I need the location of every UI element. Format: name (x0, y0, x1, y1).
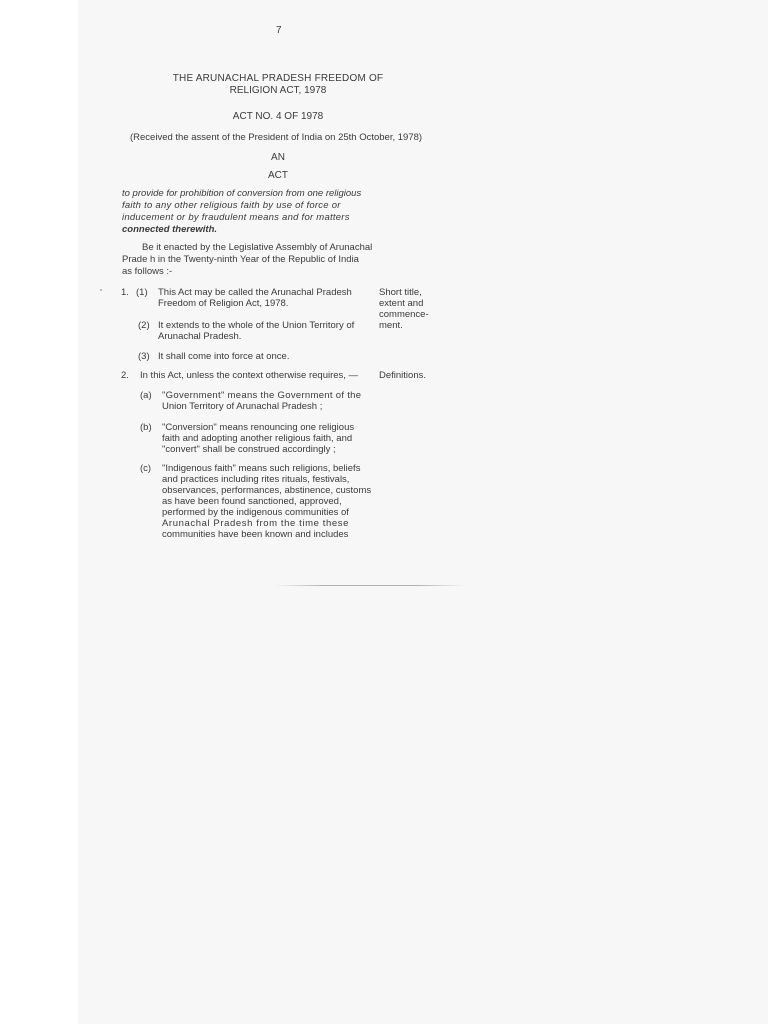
page-number: 7 (276, 25, 282, 36)
act-title-line-1: THE ARUNACHAL PRADESH FREEDOM OF (172, 73, 384, 84)
margin-note-line: extent and (379, 298, 424, 309)
subsection-number: (1) (136, 287, 148, 298)
subsection-number: (2) (138, 320, 150, 331)
clause-text: observances, performances, abstinence, customs (162, 485, 372, 496)
margin-note-definitions: Definitions. (379, 370, 426, 381)
clause-text: "Conversion" means renouncing one religious (162, 422, 355, 433)
margin-note-line: ment. (379, 320, 403, 331)
scan-speck (100, 289, 102, 291)
clause-text: "convert" shall be construed accordingly ; (162, 444, 336, 455)
clause-label: (c) (140, 463, 152, 474)
clause-text: Arunachal Pradesh from the time these (162, 518, 349, 529)
margin-note-line: Short title, (379, 287, 422, 298)
preamble-line: faith to any other religious faith by use of force or (122, 200, 341, 211)
subsection-text: Arunachal Pradesh. (158, 331, 242, 342)
clause-text: "Indigenous faith" means such religions, beliefs (162, 463, 361, 474)
margin-note-line: commence- (379, 309, 429, 320)
subsection-number: (3) (138, 351, 150, 362)
clause-label: (b) (140, 422, 152, 433)
page-divider (275, 585, 465, 586)
clause-text: as have been found sanctioned, approved, (162, 496, 342, 507)
act-number: ACT NO. 4 OF 1978 (232, 111, 324, 122)
enacting-line: Prade h in the Twenty-ninth Year of the Republic of India (122, 254, 359, 265)
subsection-text: This Act may be called the Arunachal Pradesh (158, 287, 352, 298)
clause-text: "Government" means the Government of the (162, 390, 362, 401)
enacting-line: as follows :- (122, 266, 173, 277)
subsection-text: Freedom of Religion Act, 1978. (158, 298, 289, 309)
preamble-line: to provide for prohibition of conversion from one religious (122, 188, 362, 199)
clause-text: performed by the indigenous communities of (162, 507, 349, 518)
clause-text: faith and adopting another religious faith, and (162, 433, 353, 444)
subsection-text: It shall come into force at once. (158, 351, 290, 362)
section-intro: In this Act, unless the context otherwise requires, — (140, 370, 359, 381)
act-title-line-2: RELIGION ACT, 1978 (229, 85, 327, 96)
section-number: 1. (121, 287, 129, 298)
assent-note: (Received the assent of the President of India on 25th October, 1978) (130, 132, 423, 143)
clause-text: and practices including rites rituals, festivals, (162, 474, 350, 485)
enacting-line: Be it enacted by the Legislative Assembly of Arunachal (142, 242, 373, 253)
an-heading: AN (271, 152, 285, 163)
clause-text: Union Territory of Arunachal Pradesh ; (162, 401, 323, 412)
clause-label: (a) (140, 390, 152, 401)
clause-text: communities have been known and includes (162, 529, 349, 540)
subsection-text: It extends to the whole of the Union Territory of (158, 320, 355, 331)
preamble-line: connected therewith. (122, 224, 218, 235)
act-heading: ACT (268, 170, 288, 181)
section-number: 2. (121, 370, 129, 381)
preamble-line: inducement or by fraudulent means and for matters (122, 212, 350, 223)
